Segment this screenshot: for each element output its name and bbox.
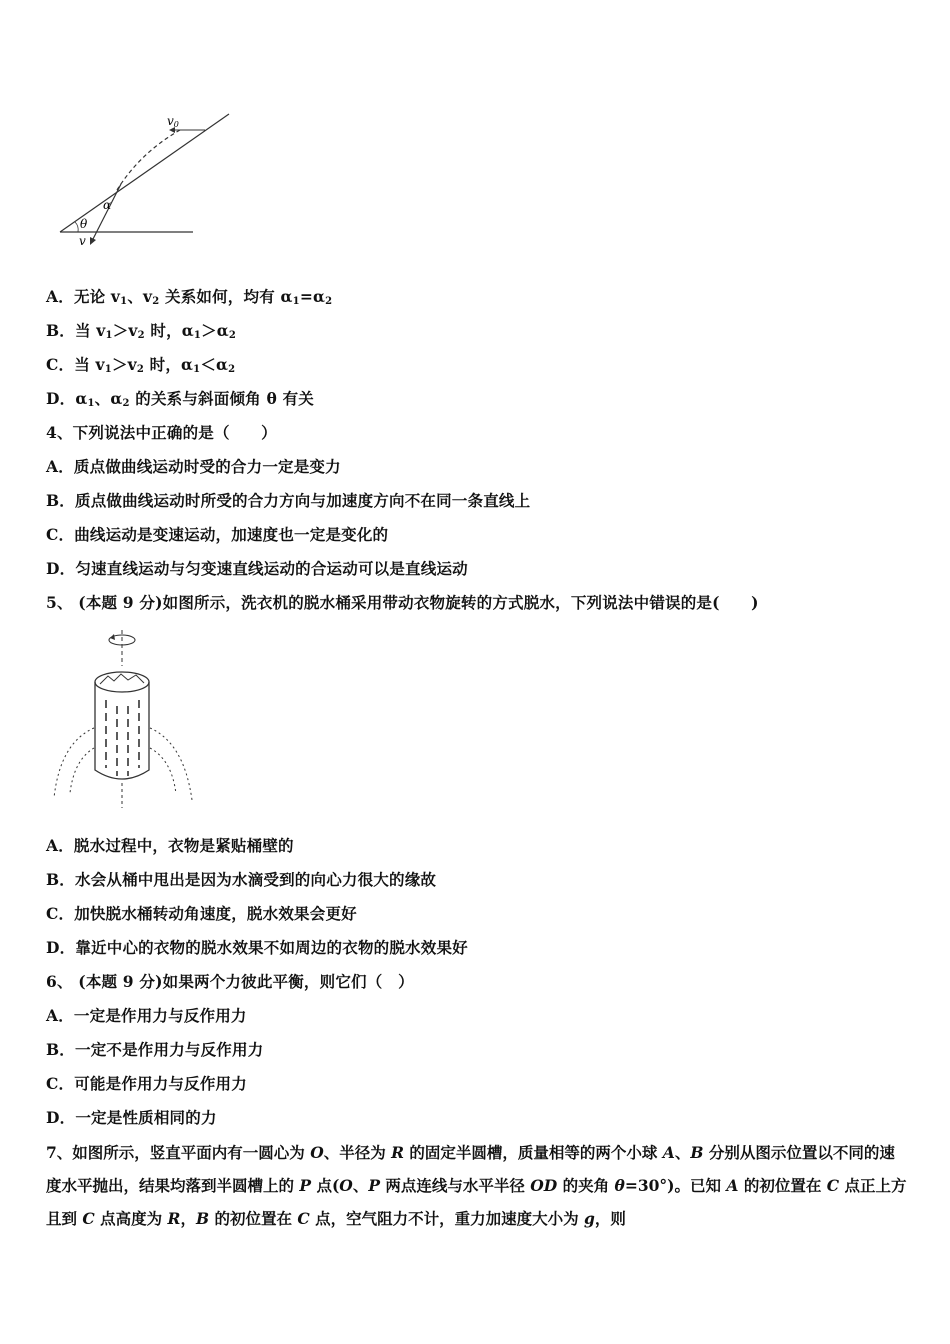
water-path-left bbox=[54, 728, 94, 798]
incline-projectile-figure bbox=[55, 108, 240, 253]
theta-arc bbox=[75, 222, 78, 232]
v-label: v bbox=[79, 234, 86, 248]
q5-option-a: A．脱水过程中，衣物是紧贴桶壁的 bbox=[46, 836, 294, 855]
q4-option-a: A．质点做曲线运动时受的合力一定是变力 bbox=[46, 457, 341, 476]
incline-line bbox=[60, 114, 229, 232]
q6-option-b: B．一定不是作用力与反作用力 bbox=[46, 1040, 264, 1059]
q5-option-b: B．水会从桶中甩出是因为水滴受到的向心力很大的缘故 bbox=[46, 870, 437, 889]
spin-dryer-figure bbox=[50, 628, 200, 810]
q4-stem: 4、下列说法中正确的是（ ） bbox=[46, 423, 277, 442]
q6-option-a: A．一定是作用力与反作用力 bbox=[46, 1006, 247, 1025]
theta-label: θ bbox=[80, 217, 88, 231]
q7-stem: 7、如图所示，竖直平面内有一圆心为 O、半径为 R 的固定半圆槽，质量相等的两个小球 A、B 分别从图示位置以不同的速度水平抛出，结果均落到半圆槽上的 P 点(O、P 两点连线与水平半径 OD 的夹角 θ=30°)。已知 A 的初位置在 C 点正上方且到 C 点高度为 R，B 的初位置在 C 点，空气阻力不计，重力加速度大小为 g，则 bbox=[46, 1143, 907, 1228]
q4-option-c: C．曲线运动是变速运动，加速度也一定是变化的 bbox=[46, 525, 389, 544]
q3-option-a: A．无论 $v_1$、$v_2$ 关系如何，均有 $\alpha_1=\alpha_2$ bbox=[46, 287, 333, 307]
q5-option-c: C．加快脱水桶转动角速度，脱水效果会更好 bbox=[46, 904, 357, 923]
q3-option-d: D．$\alpha_1$、$\alpha_2$ 的关系与斜面倾角 θ 有关 bbox=[46, 389, 314, 409]
q4-option-b: B．质点做曲线运动时所受的合力方向与加速度方向不在同一条直线上 bbox=[46, 491, 531, 510]
q4-option-d: D．匀速直线运动与匀变速直线运动的合运动可以是直线运动 bbox=[46, 559, 468, 578]
alpha-label: α bbox=[103, 198, 112, 212]
trajectory-curve bbox=[117, 130, 180, 190]
q3-option-c: C．当 $v_1>v_2$ 时，$\alpha_1<\alpha_2$ bbox=[46, 355, 236, 375]
drum-body bbox=[95, 682, 149, 779]
clothes bbox=[100, 674, 144, 684]
q6-option-c: C．可能是作用力与反作用力 bbox=[46, 1074, 247, 1093]
q5-stem: 5、 (本题 9 分)如图所示，洗衣机的脱水桶采用带动衣物旋转的方式脱水，下列说法中错误的是( ) bbox=[46, 593, 759, 612]
q5-option-d: D．靠近中心的衣物的脱水效果不如周边的衣物的脱水效果好 bbox=[46, 938, 468, 957]
water-path-right bbox=[150, 728, 192, 800]
q6-stem: 6、 (本题 9 分)如果两个力彼此平衡，则它们（ ） bbox=[46, 972, 414, 991]
q6-option-d: D．一定是性质相同的力 bbox=[46, 1108, 217, 1127]
water-path-left-inner bbox=[70, 748, 94, 793]
v0-label: v0 bbox=[167, 114, 179, 129]
q3-option-b: B．当 $v_1>v_2$ 时，$\alpha_1>\alpha_2$ bbox=[46, 321, 237, 341]
water-path-right-inner bbox=[150, 748, 176, 794]
